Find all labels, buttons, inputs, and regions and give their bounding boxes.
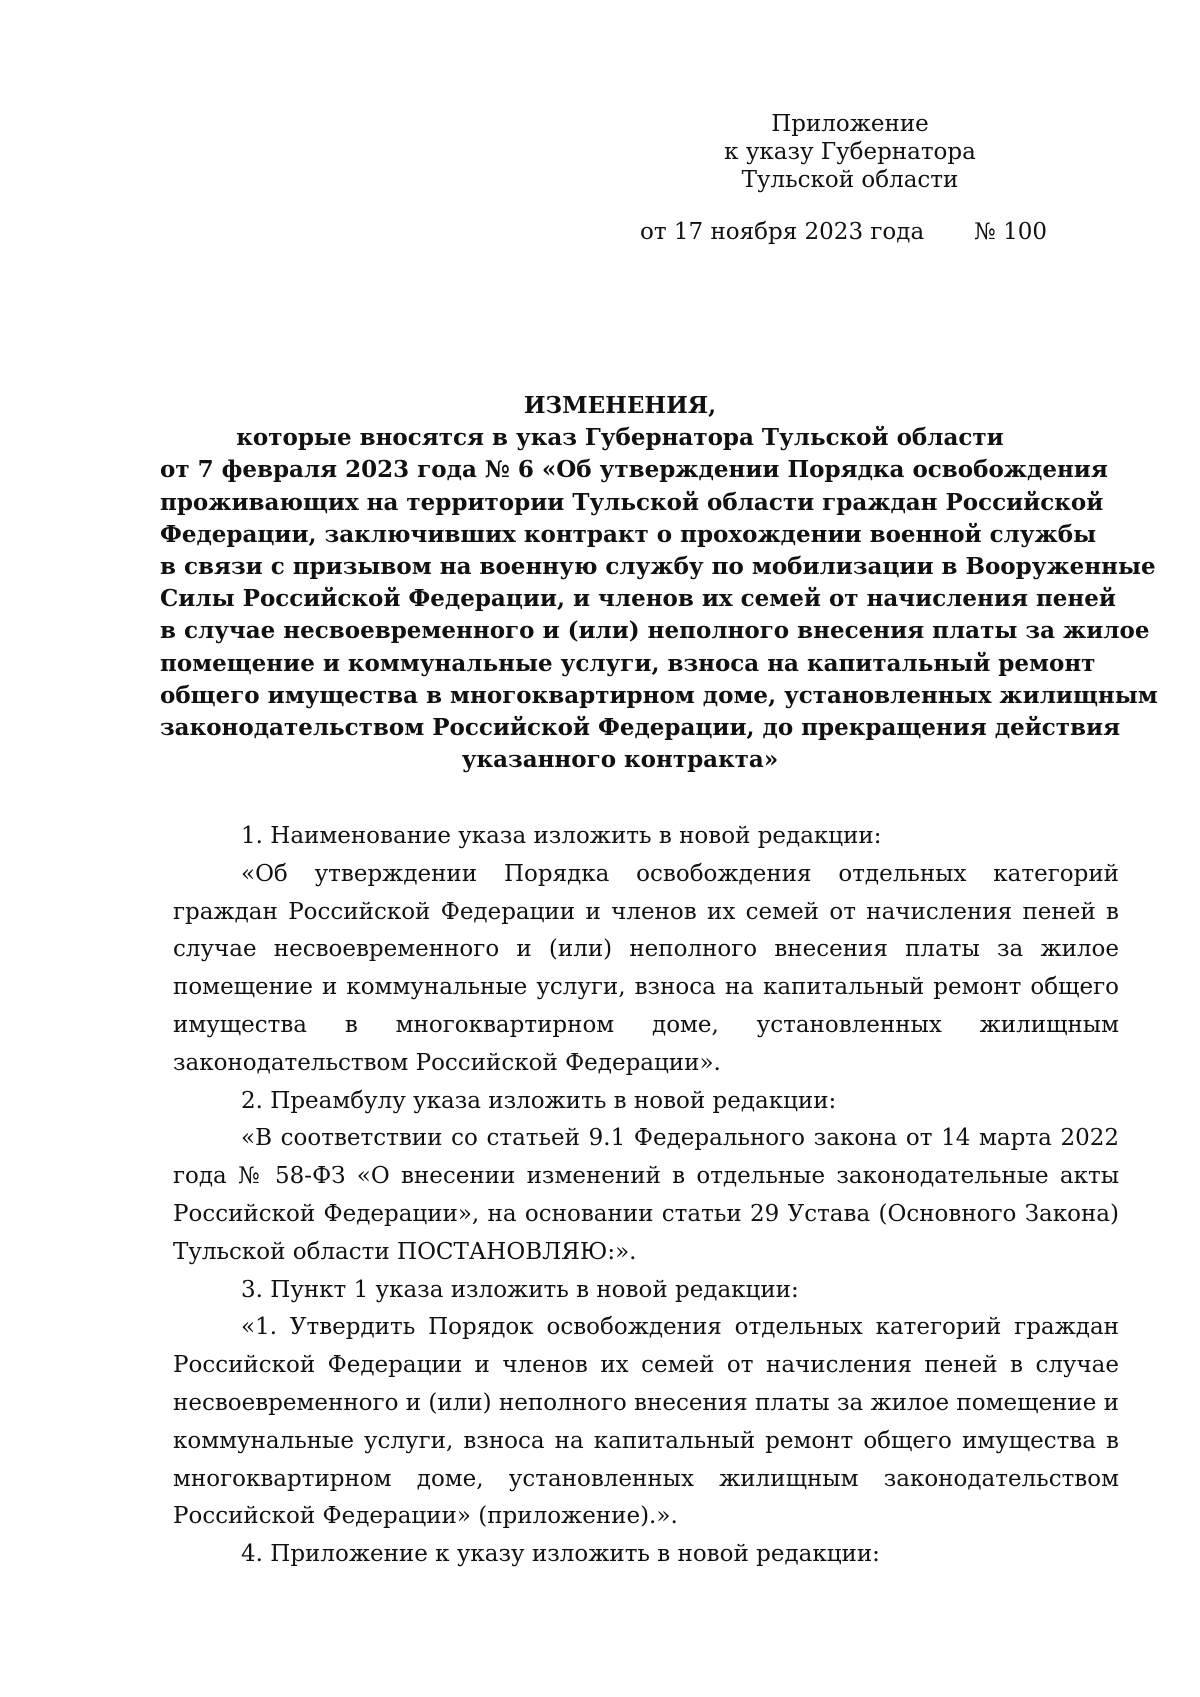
- appendix-line: Тульской области: [741, 167, 959, 193]
- document-title: [160, 390, 1158, 776]
- title-line: в связи с призывом на военную службу по мобилизации в Вооруженные: [160, 553, 1156, 581]
- decree-number: № 100: [974, 219, 1047, 245]
- body-paragraph: «В соответствии со статьей 9.1 Федерального закона от 14 марта 2022 года № 58-ФЗ «О внесении изменений в отдельные законодательные акты Российской Федерации», на основании статьи 29 Устава (Основного Закона) Тульской области ПОСТАНОВЛЯЮ:».: [173, 1125, 1119, 1265]
- title-line: Федерации, заключивших контракт о прохождении военной службы: [160, 520, 1097, 548]
- title-line: общего имущества в многоквартирном доме, установленных жилищным: [160, 681, 1158, 709]
- decree-date: от 17 ноября 2023 года: [640, 219, 925, 245]
- body-paragraph: «Об утверждении Порядка освобождения отдельных категорий граждан Российской Федерации и членов их семей от начисления пеней в случае несвоевременного и (или) неполного внесения платы за жилое помещение и коммунальные услуги, взноса на капитальный ремонт общего имущества в многоквартирном доме, установленных жилищным законодательством Российской Федерации».: [173, 860, 1119, 1076]
- body-paragraph: 2. Преамбулу указа изложить в новой редакции:: [241, 1087, 837, 1114]
- body-paragraph: 3. Пункт 1 указа изложить в новой редакции:: [241, 1276, 799, 1303]
- title-line: законодательством Российской Федерации, до прекращения действия: [160, 714, 1121, 742]
- document-body: [173, 818, 1119, 1574]
- title-line: Силы Российской Федерации, и членов их семей от начисления пеней: [160, 585, 1116, 613]
- body-paragraph: 4. Приложение к указу изложить в новой редакции:: [241, 1541, 880, 1568]
- appendix-line: к указу Губернатора: [724, 139, 976, 165]
- title-line: в случае несвоевременного и (или) неполного внесения платы за жилое: [160, 617, 1150, 645]
- body-paragraph: 1. Наименование указа изложить в новой редакции:: [241, 823, 882, 849]
- title-line: указанного контракта»: [461, 746, 779, 774]
- body-paragraph: «1. Утвердить Порядок освобождения отдельных категорий граждан Российской Федерации и членов их семей от начисления пеней в случае несвоевременного и (или) неполного внесения платы за жилое помещение и коммунальные услуги, взноса на капитальный ремонт общего имущества в многоквартирном доме, установленных жилищным законодательством Российской Федерации» (приложение).».: [173, 1314, 1119, 1530]
- title-line: ИЗМЕНЕНИЯ,: [523, 392, 717, 419]
- title-line: помещение и коммунальные услуги, взноса на капитальный ремонт: [160, 649, 1096, 677]
- title-line: проживающих на территории Тульской области граждан Российской: [160, 488, 1104, 516]
- appendix-header: [700, 110, 1000, 194]
- title-line: которые вносятся в указ Губернатора Тульской области: [236, 424, 1004, 452]
- appendix-line: Приложение: [771, 111, 929, 137]
- title-line: от 7 февраля 2023 года № 6 «Об утверждении Порядка освобождения: [160, 456, 1108, 484]
